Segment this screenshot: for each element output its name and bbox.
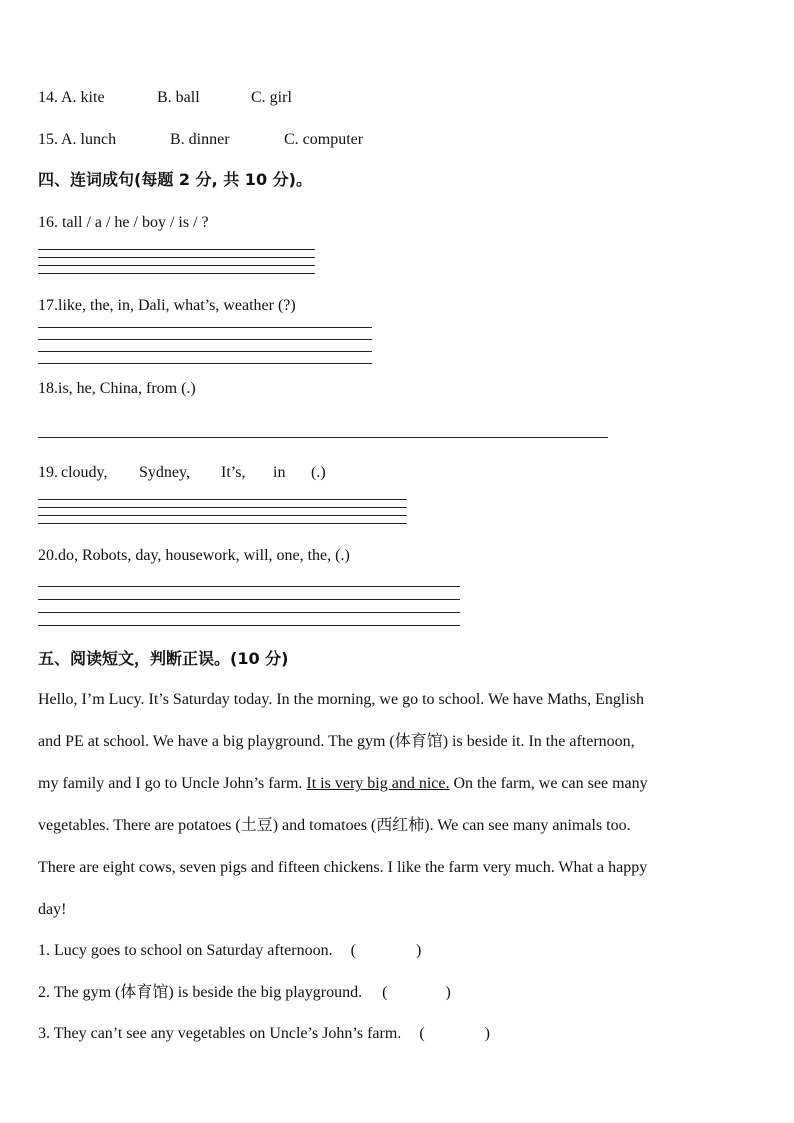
answer-line <box>38 515 407 516</box>
q15-option-a: A. lunch <box>61 131 117 148</box>
section-5-heading: 五、阅读短文，判断正误。(10 分) <box>38 649 289 668</box>
q19-word: in <box>273 464 286 481</box>
answer-line <box>38 586 460 587</box>
answer-line <box>38 363 372 364</box>
passage-line <box>38 774 648 794</box>
answer-line <box>38 257 315 258</box>
answer-line <box>38 523 407 524</box>
passage-text: my family and I go to Uncle John’s farm. <box>38 775 307 792</box>
statement-text: 2. The gym (体育馆) is beside the big playground. <box>38 984 363 1001</box>
passage-line: day! <box>38 901 67 918</box>
q15-option-c: C. computer <box>284 131 364 148</box>
q15-number: 15. <box>38 131 58 148</box>
passage-line: There are eight cows, seven pigs and fifteen chickens. I like the farm very much. What a happy <box>38 859 648 876</box>
q14-option-b: B. ball <box>157 89 200 106</box>
statement-2 <box>38 983 451 1003</box>
answer-line <box>38 437 608 438</box>
question-18: 18.is, he, China, from (.) <box>38 380 196 397</box>
answer-bracket-open: ( <box>382 984 388 1001</box>
answer-line <box>38 249 315 250</box>
q19-number: 19. <box>38 464 58 481</box>
answer-line <box>38 599 460 600</box>
passage-line: Hello, I’m Lucy. It’s Saturday today. In the morning, we go to school. We have Maths, English <box>38 691 645 708</box>
passage-text: On the farm, we can see many <box>449 775 648 792</box>
answer-line <box>38 339 372 340</box>
underlined-sentence: It is very big and nice. <box>306 775 450 792</box>
answer-bracket-close: ) <box>415 942 422 959</box>
question-20: 20.do, Robots, day, housework, will, one, the, (.) <box>38 547 350 564</box>
answer-line <box>38 351 372 352</box>
answer-bracket-open: ( <box>419 1025 425 1042</box>
q19-word: It’s, <box>221 464 246 481</box>
answer-bracket-open: ( <box>350 942 356 959</box>
answer-line <box>38 612 460 613</box>
question-17: 17.like, the, in, Dali, what’s, weather (?) <box>38 297 296 314</box>
q19-word: cloudy, <box>61 464 108 481</box>
answer-line <box>38 507 407 508</box>
question-16: 16. tall / a / he / boy / is / ? <box>38 214 209 231</box>
answer-line <box>38 499 407 500</box>
answer-line <box>38 327 372 328</box>
q14-option-a: A. kite <box>61 89 105 106</box>
section-4-heading: 四、连词成句(每题 2 分, 共 10 分)。 <box>38 170 312 189</box>
statement-text: 1. Lucy goes to school on Saturday afternoon. <box>38 942 333 959</box>
answer-bracket-close: ) <box>445 984 451 1001</box>
q14-number: 14. <box>38 89 58 106</box>
statement-text: 3. They can’t see any vegetables on Uncle’s John’s farm. <box>38 1025 402 1042</box>
answer-line <box>38 625 460 626</box>
q15-option-b: B. dinner <box>170 131 230 148</box>
answer-bracket-close: ) <box>484 1025 490 1042</box>
q19-word: (.) <box>311 464 326 481</box>
q14-option-c: C. girl <box>251 89 292 106</box>
answer-line <box>38 265 315 266</box>
statement-1 <box>38 941 421 961</box>
passage-line: and PE at school. We have a big playground. The gym (体育馆) is beside it. In the afternoon, <box>38 733 635 750</box>
q19-word: Sydney, <box>139 464 190 481</box>
passage-line: vegetables. There are potatoes (土豆) and tomatoes (西红柿). We can see many animals too. <box>38 817 631 834</box>
answer-line <box>38 273 315 274</box>
statement-3 <box>38 1024 490 1044</box>
